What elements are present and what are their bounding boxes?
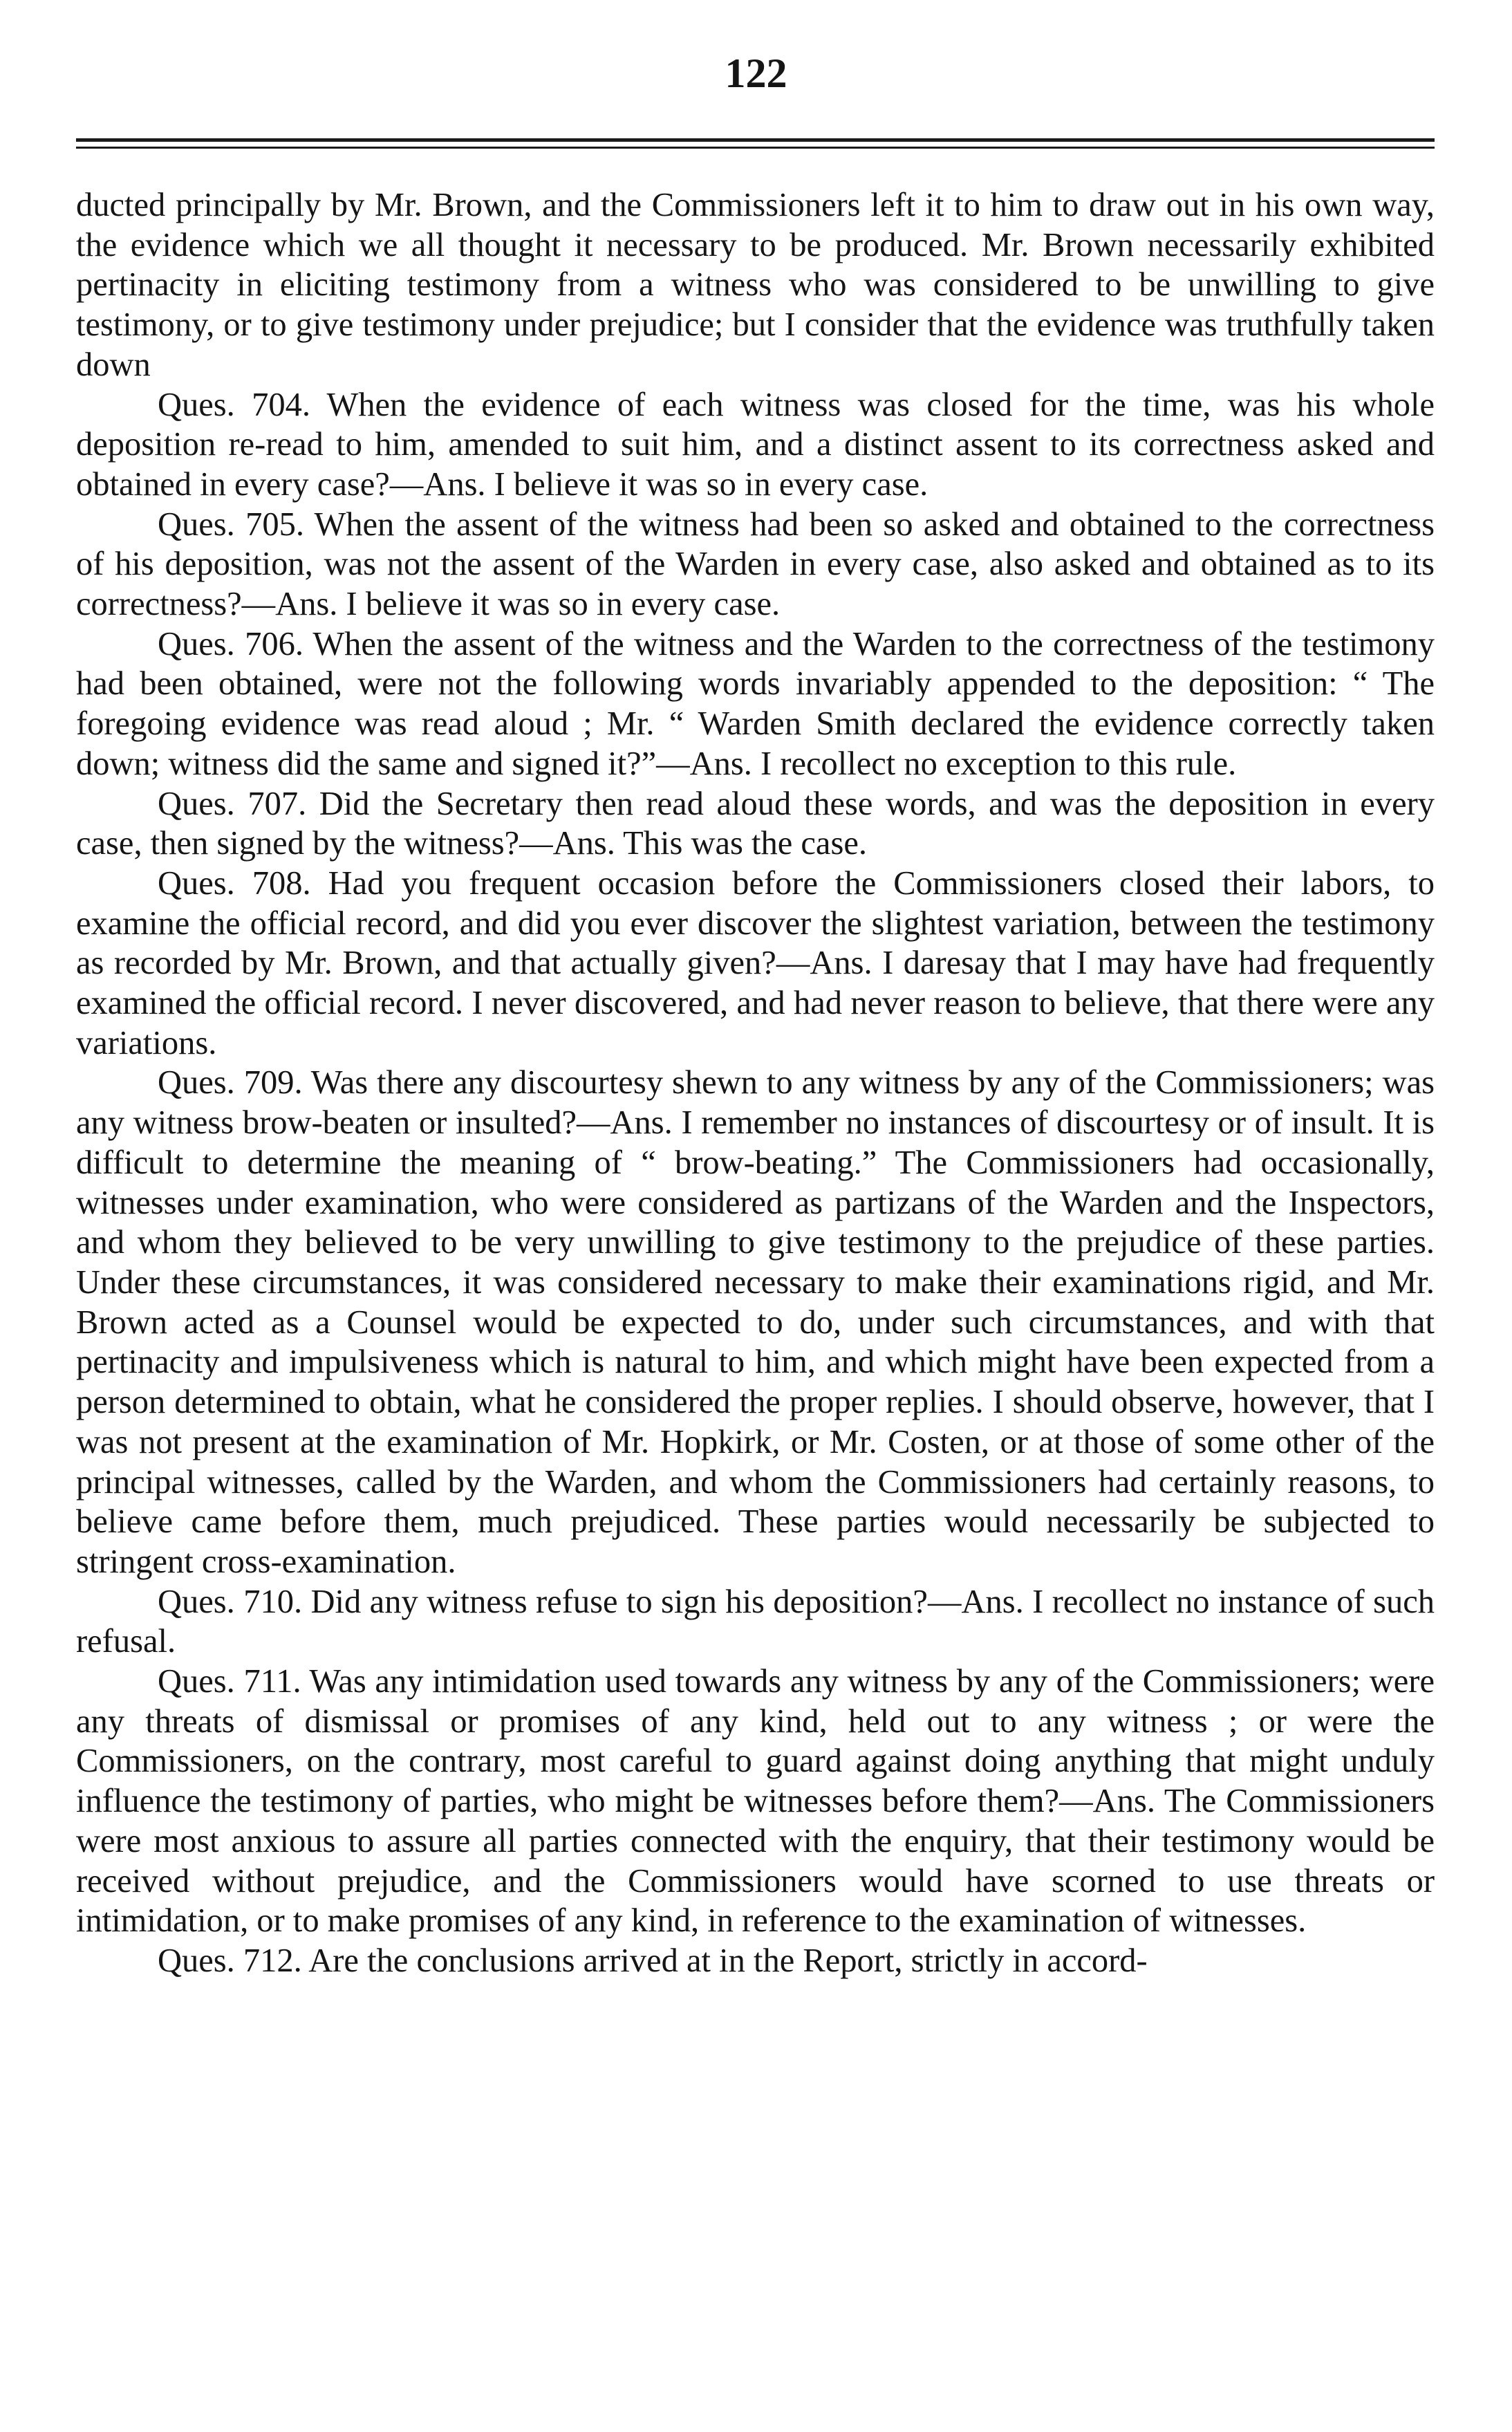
paragraph-ques-710: Ques. 710. Did any witness refuse to sign his deposition?—Ans. I recollect no instance of such refusal.: [76, 1583, 1435, 1660]
paragraph-ques-705: Ques. 705. When the assent of the witness had been so asked and obtained to the correctness of his deposition, was not the assent of the Warden in every case, also asked and obtained as to its correctness?—Ans. I believe it was so in every case.: [76, 505, 1435, 623]
paragraph-ques-711: Ques. 711. Was any intimidation used towards any witness by any of the Commissioners; were any threats of dismissal or promises of any kind, held out to any witness ; or were the Commissioners, on the contrary, most careful to guard against doing anything that might unduly influence the testimony of parties, who might be witnesses before them?—Ans. The Commissioners were most anxious to assure all parties connected with the enquiry, that their testimony would be received without prejudice, and the Commissioners would have scorned to use threats or intimidation, or to make promises of any kind, in reference to the examination of witnesses.: [76, 1663, 1435, 1940]
header-rule-thin: [76, 147, 1435, 149]
paragraph-ques-704: Ques. 704. When the evidence of each witness was closed for the time, was his whole deposition re-read to him, amended to suit him, and a distinct assent to its correctness asked and obtained in every case?—Ans. I believe it was so in every case.: [76, 386, 1435, 503]
paragraph-ques-709: Ques. 709. Was there any discourtesy shewn to any witness by any of the Commissioners; was any witness brow-beaten or insulted?—Ans. I remember no instances of discourtesy or of insult. It is difficult to determine the meaning of “ brow-beating.” The Commissioners had occasionally, witnesses under examination, who were considered as partizans of the Warden and the Inspectors, and whom they believed to be very unwilling to give testimony to the prejudice of these parties. Under these circumstances, it was considered necessary to make their examinations rigid, and Mr. Brown acted as a Counsel would be expected to do, under such circumstances, and with that pertinacity and impulsiveness which is natural to him, and which might have been expected from a person determined to obtain, what he considered the proper replies. I should observe, however, that I was not present at the examination of Mr. Hopkirk, or Mr. Costen, or at those of some other of the principal witnesses, called by the Warden, and whom the Commissioners had certainly reasons, to believe came before them, much prejudiced. These parties would necessarily be subjected to stringent cross-examination.: [76, 1064, 1435, 1580]
body-text: [76, 185, 1435, 1981]
paragraph-ques-708: Ques. 708. Had you frequent occasion before the Commissioners closed their labors, to examine the official record, and did you ever discover the slightest variation, between the testimony as recorded by Mr. Brown, and that actually given?—Ans. I daresay that I may have had frequently examined the official record. I never discovered, and had never reason to believe, that there were any variations.: [76, 864, 1435, 1061]
page-number: 122: [725, 50, 787, 96]
header-rule-thick: [76, 138, 1435, 142]
paragraph-continuation: ducted principally by Mr. Brown, and the Commissioners left it to him to draw out in his own way, the evidence which we all thought it necessary to be produced. Mr. Brown necessarily exhibited pertinacity in eliciting testimony from a witness who was considered to be unwilling to give testimony, or to give testimony under prejudice; but I consider that the evidence was truthfully taken down: [76, 187, 1435, 383]
paragraph-ques-707: Ques. 707. Did the Secretary then read aloud these words, and was the deposition in every case, then signed by the witness?—Ans. This was the case.: [76, 785, 1435, 862]
paragraph-ques-706: Ques. 706. When the assent of the witness and the Warden to the correctness of the testimony had been obtained, were not the following words invariably appended to the deposition: “ The foregoing evidence was read aloud ; Mr. “ Warden Smith declared the evidence correctly taken down; witness did the same and signed it?”—Ans. I recollect no exception to this rule.: [76, 625, 1435, 782]
paragraph-ques-712: Ques. 712. Are the conclusions arrived at in the Report, strictly in accord-: [158, 1942, 1148, 1979]
